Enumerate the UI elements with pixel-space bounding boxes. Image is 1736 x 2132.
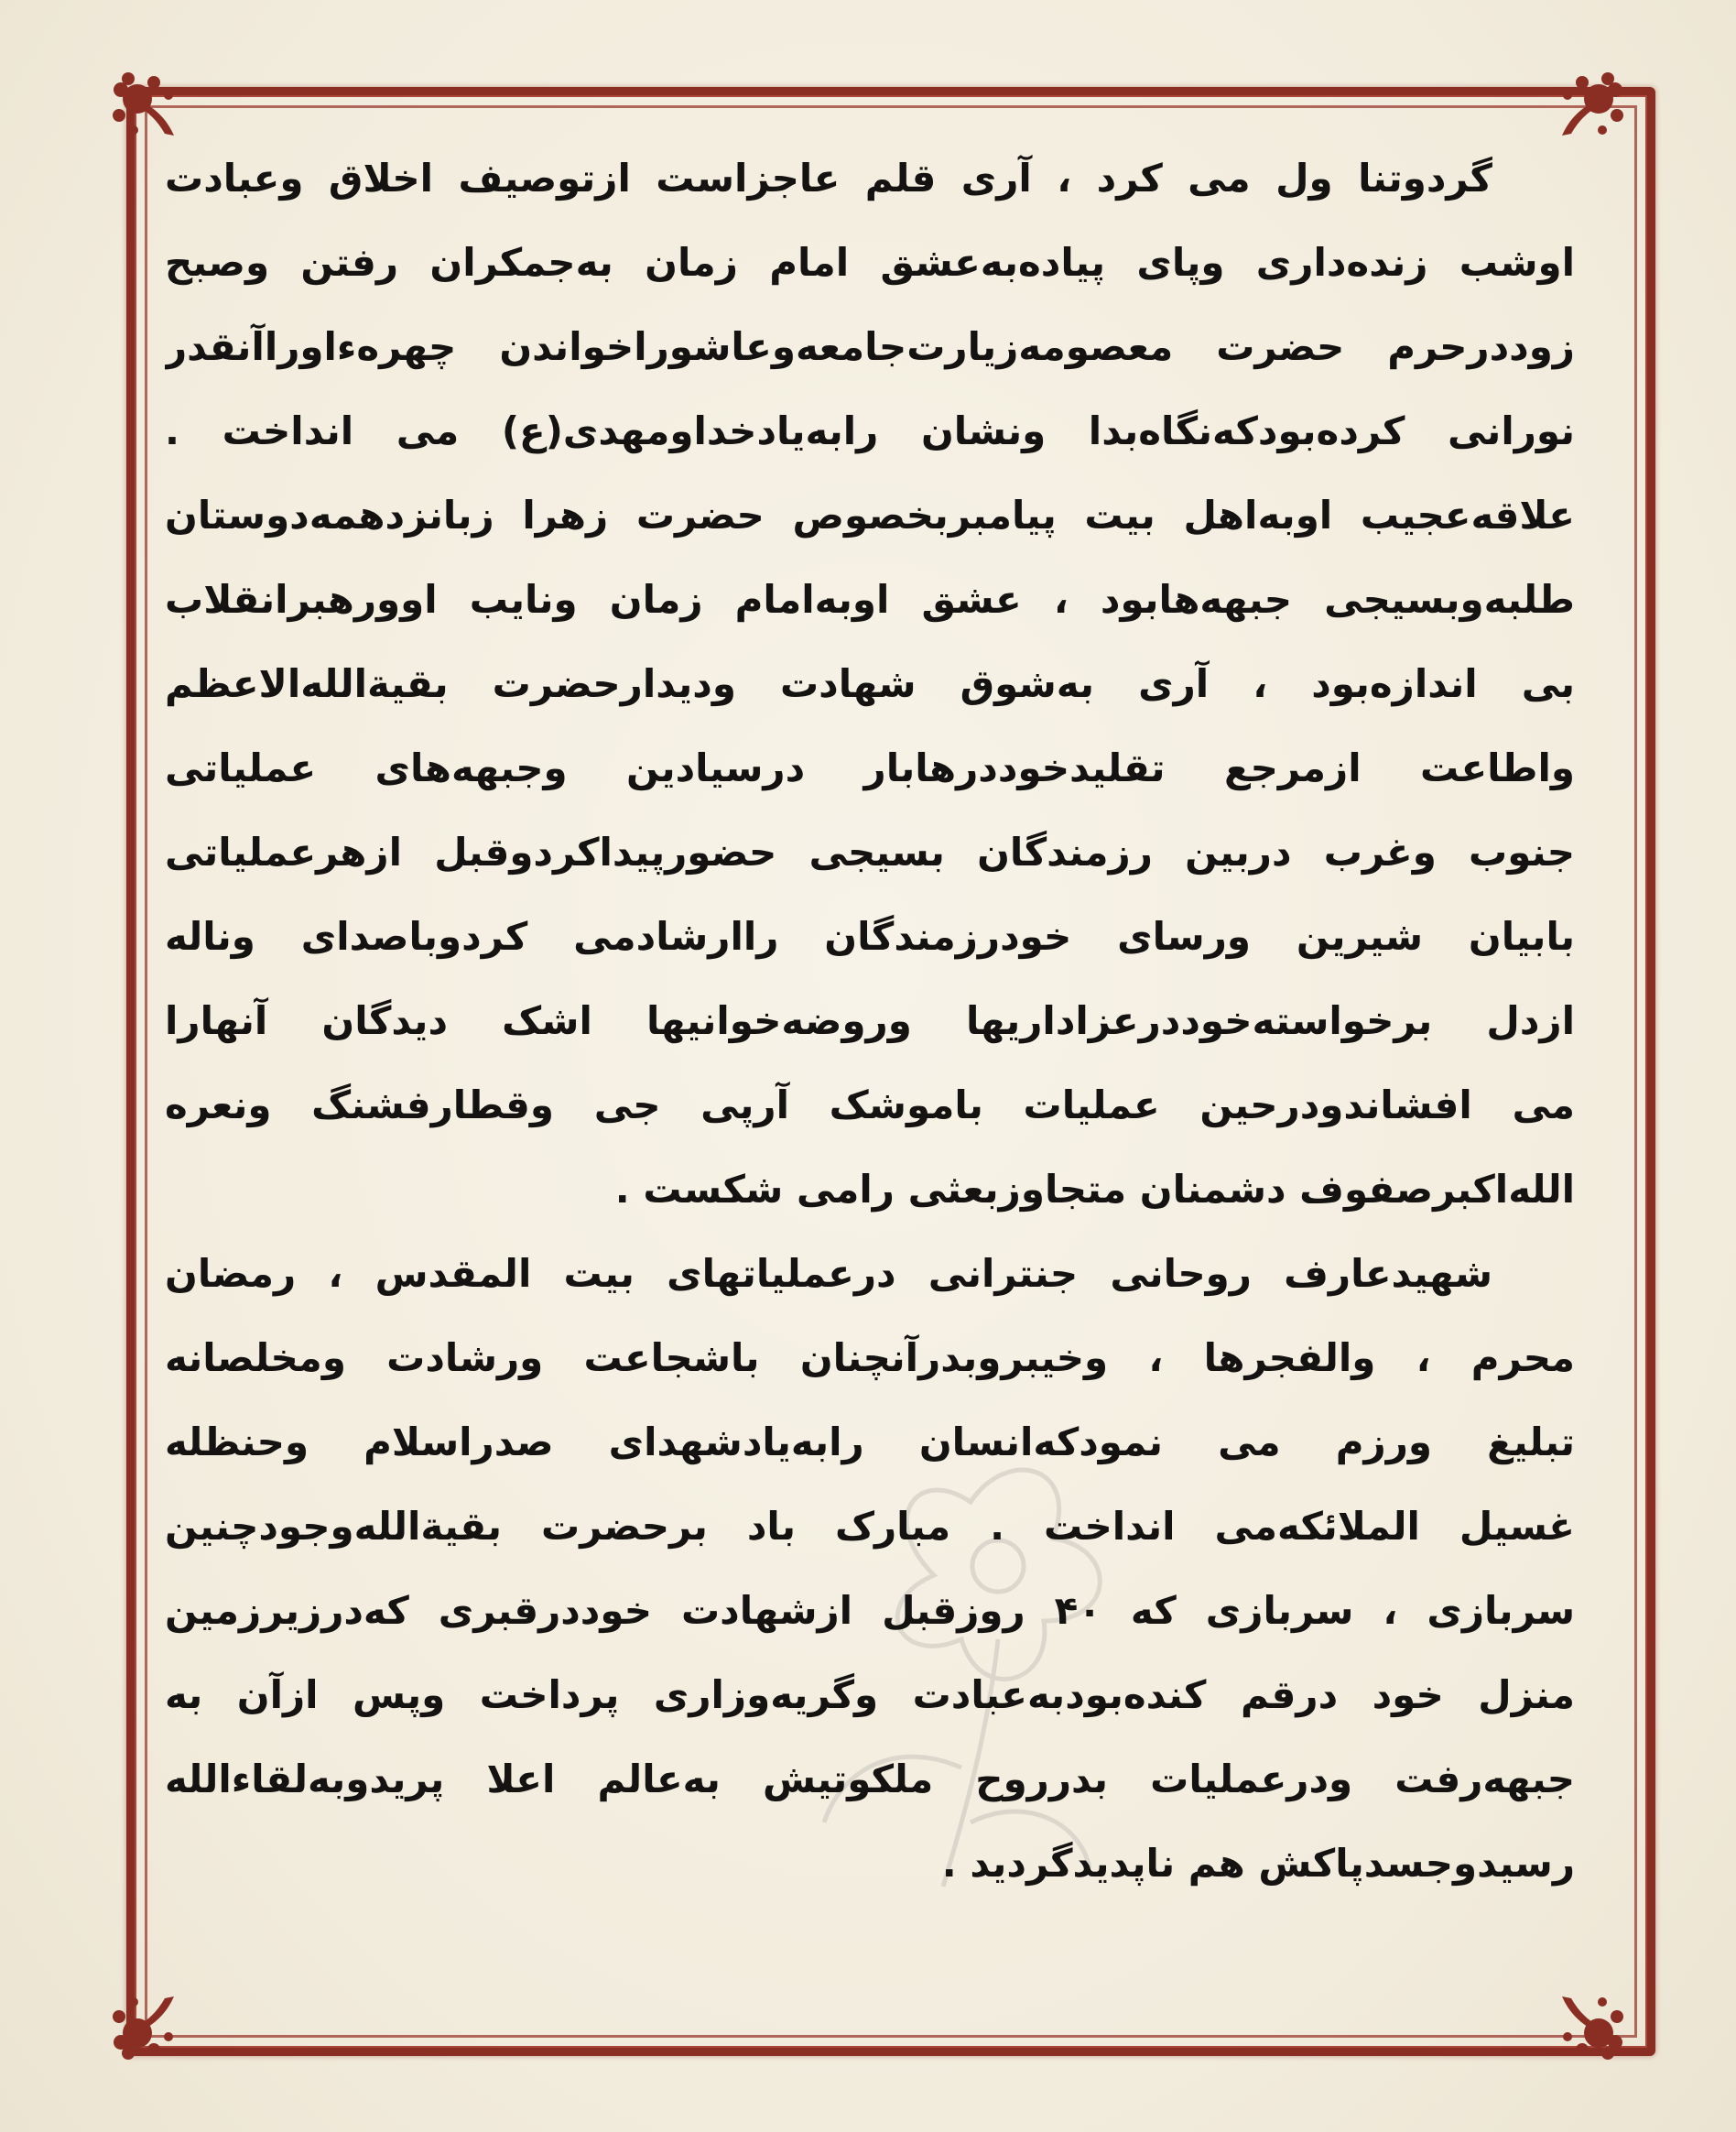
text-line: اوشب زنده‌داری وپای پیاده‌به‌عشق امام زمان به‌جمکران رفتن وصبح	[165, 240, 1575, 285]
document-body	[165, 137, 1575, 1996]
text-line: تبلیغ ورزم می نمودکه‌انسان رابه‌یادشهدای صدراسلام وحنظله	[165, 1420, 1575, 1464]
text-line: غسیل الملائکه‌می انداخت . مبارک باد برحضرت بقیة‌الله‌وجودچنین	[165, 1504, 1575, 1549]
text-line: زوددرحرم حضرت معصومه‌زیارت‌جامعه‌وعاشوراخواندن چهره‌ءاوراآنقدر	[165, 324, 1575, 369]
text-line: شهیدعارف روحانی جنترانی درعملیاتهای بیت المقدس ، رمضان	[165, 1251, 1492, 1296]
text-line: بی اندازه‌بود ، آری به‌شوق شهادت ودیدارحضرت بقیة‌الله‌الاعظم	[165, 661, 1575, 706]
text-line: گردوتنا ول می کرد ، آری قلم عاجزاست ازتوصیف اخلاق وعبادت	[165, 156, 1492, 201]
text-line: جبهه‌رفت ودرعملیات بدرروح ملکوتیش به‌عالم اعلا پریدوبه‌لقاءالله	[165, 1757, 1575, 1801]
text-line: نورانی کرده‌بودکه‌نگاه‌بدا ونشان رابه‌یادخداومهدی(ع) می انداخت .	[165, 408, 1575, 453]
text-line: ازدل برخواسته‌خوددرعزاداریها وروضه‌خوانیها اشک دیدگان آنهارا	[165, 998, 1575, 1043]
text-line: رسیدوجسدپاکش هم ناپدیدگردید .	[941, 1841, 1575, 1886]
text-line: محرم ، والفجرها ، وخیبروبدرآنچنان باشجاعت ورشادت ومخلصانه	[165, 1335, 1575, 1380]
text-line: بابیان شیرین ورسای خودرزمندگان راارشادمی کردوباصدای وناله	[165, 914, 1575, 959]
text-line: الله‌اکبرصفوف دشمنان متجاوزبعثی رامی شکست .	[614, 1167, 1575, 1212]
text-line: می افشاندودرحین عملیات باموشک آرپی جی وقطارفشنگ ونعره	[165, 1082, 1575, 1127]
text-line: منزل خود درقم کنده‌بودبه‌عبادت وگریه‌وزاری پرداخت وپس ازآن به	[165, 1672, 1575, 1717]
text-line: علاقه‌عجیب اوبه‌اهل بیت پیامبربخصوص حضرت زهرا زبانزدهمه‌دوستان	[165, 493, 1575, 538]
text-line: سربازی ، سربازی که ۴۰ روزقبل ازشهادت خوددرقبری که‌درزیرزمین	[165, 1588, 1575, 1633]
text-line: واطاعت ازمرجع تقلیدخوددرهابار درسیادین وجبهه‌های عملیاتی	[165, 745, 1575, 790]
text-line: جنوب وغرب دربین رزمندگان بسیجی حضورپیداکردوقبل ازهرعملیاتی	[165, 830, 1575, 875]
text-line: طلبه‌وبسیجی جبهه‌هابود ، عشق اوبه‌امام زمان ونایب اوورهبرانقلاب	[165, 577, 1575, 622]
